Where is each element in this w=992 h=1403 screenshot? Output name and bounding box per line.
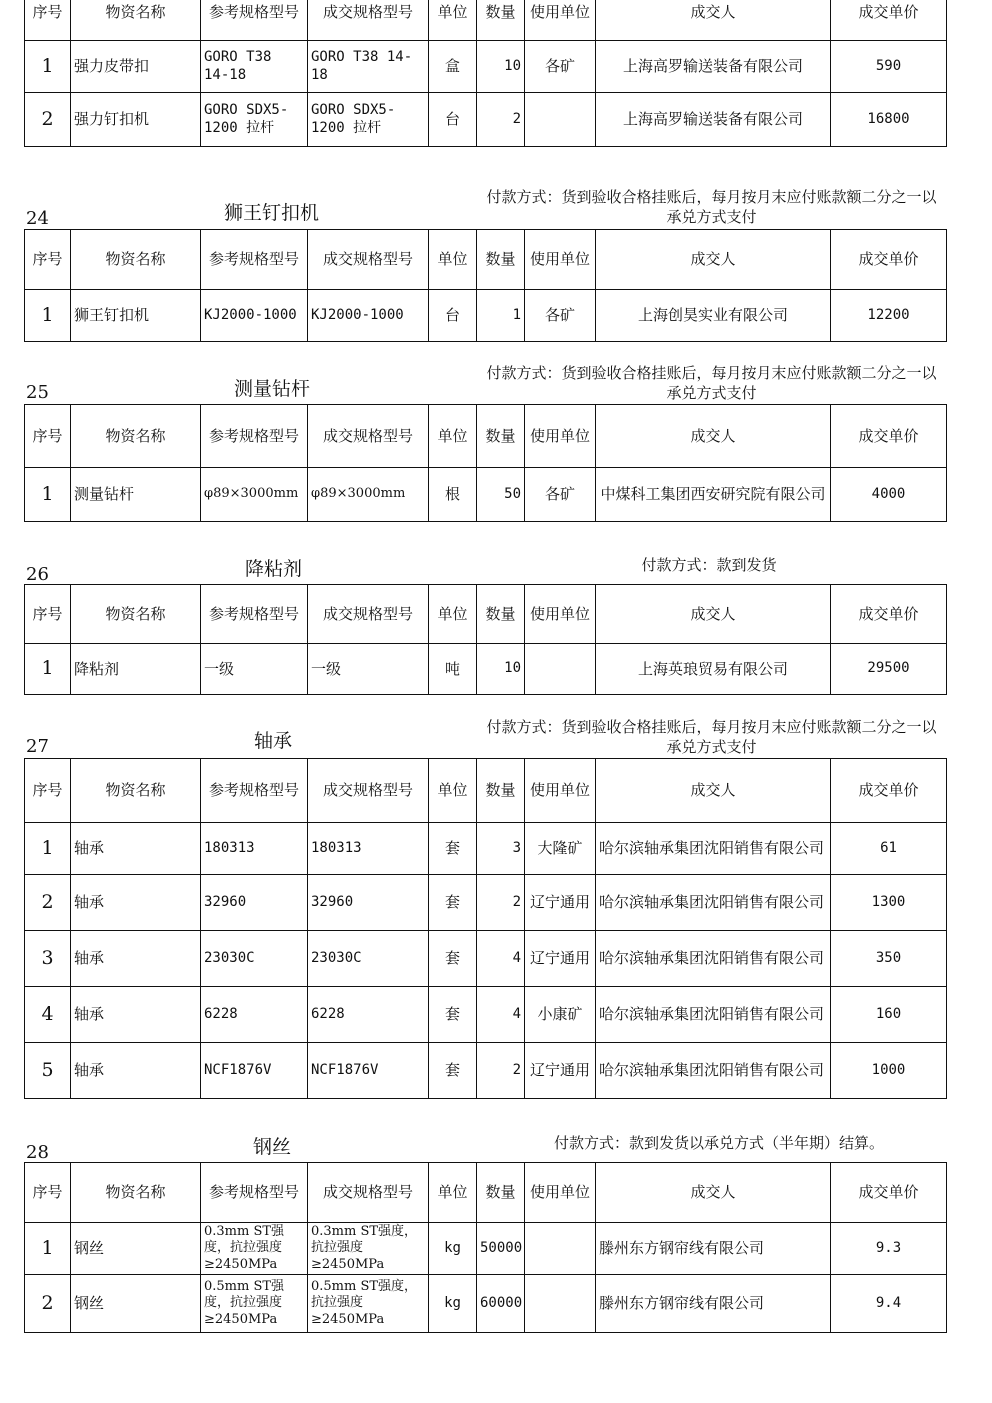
table-row	[25, 875, 947, 931]
payment-terms: 付款方式：款到发货以承兑方式（半年期）结算。	[553, 1134, 884, 1152]
cell-ref-spec: KJ2000-1000	[201, 290, 308, 342]
cell-name: 钢丝	[71, 1275, 201, 1333]
cell-seq: 1	[25, 1223, 71, 1275]
section-title: 降粘剂	[245, 558, 303, 580]
col-name: 物资名称	[71, 230, 201, 290]
cell-ref-spec: GORO SDX5-1200 拉杆	[201, 93, 308, 147]
table-row	[25, 823, 947, 875]
col-seq: 序号	[25, 585, 71, 644]
cell-unit: 套	[429, 1043, 477, 1099]
cell-qty: 4	[477, 987, 525, 1043]
col-qty: 数量	[477, 0, 525, 41]
items-table	[24, 758, 947, 1099]
cell-price: 1000	[831, 1043, 947, 1099]
cell-deal-spec: φ89×3000mm	[308, 468, 429, 522]
items-table	[24, 404, 947, 522]
cell-seq: 1	[25, 644, 71, 695]
cell-seq: 1	[25, 468, 71, 522]
cell-qty: 2	[477, 1043, 525, 1099]
cell-qty: 2	[477, 875, 525, 931]
payment-terms: 付款方式：货到验收合格挂账后，每月按月末应付账款额二分之一以承兑方式支付	[486, 188, 937, 226]
cell-ref-spec: 32960	[201, 875, 308, 931]
cell-user: 各矿	[525, 468, 596, 522]
section-number: 24	[26, 208, 49, 229]
cell-deal-spec: 0.5mm ST强度，抗拉强度≥2450MPa	[308, 1275, 429, 1333]
cell-seq: 2	[25, 93, 71, 147]
section-title: 狮王钉扣机	[224, 202, 320, 224]
cell-user: 小康矿	[525, 987, 596, 1043]
items-table	[24, 229, 947, 342]
cell-seq: 3	[25, 931, 71, 987]
cell-user: 辽宁通用	[525, 875, 596, 931]
partial-table-block	[24, 0, 946, 166]
col-seq: 序号	[25, 405, 71, 468]
section-number: 28	[26, 1142, 49, 1163]
cell-supplier: 哈尔滨轴承集团沈阳销售有限公司	[596, 875, 831, 931]
cell-deal-spec: 32960	[308, 875, 429, 931]
col-supplier: 成交人	[596, 0, 831, 41]
cell-user: 各矿	[525, 290, 596, 342]
cell-deal-spec: GORO SDX5-1200 拉杆	[308, 93, 429, 147]
cell-unit: 套	[429, 875, 477, 931]
col-user: 使用单位	[525, 759, 596, 823]
cell-price: 160	[831, 987, 947, 1043]
cell-price: 9.4	[831, 1275, 947, 1333]
cell-unit: 套	[429, 931, 477, 987]
table-row	[25, 931, 947, 987]
cell-name: 轴承	[71, 823, 201, 875]
cell-qty: 50000	[477, 1223, 525, 1275]
cell-unit: 套	[429, 987, 477, 1043]
cell-price: 1300	[831, 875, 947, 931]
cell-user	[525, 1223, 596, 1275]
col-deal-spec: 成交规格型号	[308, 230, 429, 290]
table-row	[25, 1223, 947, 1275]
cell-seq: 1	[25, 290, 71, 342]
col-user: 使用单位	[525, 230, 596, 290]
cell-supplier: 哈尔滨轴承集团沈阳销售有限公司	[596, 987, 831, 1043]
section-title: 钢丝	[253, 1136, 292, 1158]
cell-unit: kg	[429, 1275, 477, 1333]
cell-seq: 2	[25, 875, 71, 931]
cell-name: 狮王钉扣机	[71, 290, 201, 342]
table-header	[25, 1163, 947, 1223]
table-header	[25, 759, 947, 823]
cell-unit: 套	[429, 823, 477, 875]
cell-user: 大隆矿	[525, 823, 596, 875]
cell-unit: 台	[429, 290, 477, 342]
cell-supplier: 上海高罗输送装备有限公司	[596, 41, 831, 93]
section-27	[24, 716, 946, 1102]
cell-ref-spec: 0.5mm ST强度，抗拉强度≥2450MPa	[201, 1275, 308, 1333]
table-row	[25, 1275, 947, 1333]
cell-qty: 4	[477, 931, 525, 987]
cell-price: 29500	[831, 644, 947, 695]
payment-terms: 付款方式：货到验收合格挂账后，每月按月末应付账款额二分之一以承兑方式支付	[486, 718, 937, 756]
cell-qty: 2	[477, 93, 525, 147]
col-unit: 单位	[429, 0, 477, 41]
cell-unit: 盒	[429, 41, 477, 93]
cell-deal-spec: 一级	[308, 644, 429, 695]
items-table	[24, 584, 947, 695]
table-row	[25, 41, 947, 93]
col-unit: 单位	[429, 405, 477, 468]
cell-price: 16800	[831, 93, 947, 147]
cell-name: 测量钻杆	[71, 468, 201, 522]
col-ref-spec: 参考规格型号	[201, 585, 308, 644]
cell-supplier: 哈尔滨轴承集团沈阳销售有限公司	[596, 823, 831, 875]
cell-unit: 吨	[429, 644, 477, 695]
cell-supplier: 中煤科工集团西安研究院有限公司	[596, 468, 831, 522]
table-header	[25, 585, 947, 644]
section-title: 测量钻杆	[234, 378, 311, 400]
cell-price: 61	[831, 823, 947, 875]
cell-supplier: 哈尔滨轴承集团沈阳销售有限公司	[596, 1043, 831, 1099]
cell-seq: 1	[25, 41, 71, 93]
cell-qty: 3	[477, 823, 525, 875]
section-25	[24, 362, 946, 524]
cell-ref-spec: NCF1876V	[201, 1043, 308, 1099]
cell-seq: 4	[25, 987, 71, 1043]
col-seq: 序号	[25, 759, 71, 823]
cell-name: 轴承	[71, 931, 201, 987]
table-row	[25, 93, 947, 147]
col-name: 物资名称	[71, 585, 201, 644]
col-ref-spec: 参考规格型号	[201, 405, 308, 468]
section-28	[24, 1124, 946, 1338]
col-ref-spec: 参考规格型号	[201, 759, 308, 823]
table-row	[25, 644, 947, 695]
section-number: 26	[26, 564, 49, 585]
col-price: 成交单价	[831, 405, 947, 468]
cell-ref-spec: 6228	[201, 987, 308, 1043]
section-number: 27	[26, 736, 49, 757]
col-price: 成交单价	[831, 230, 947, 290]
cell-ref-spec: φ89×3000mm	[201, 468, 308, 522]
cell-unit: 根	[429, 468, 477, 522]
col-price: 成交单价	[831, 0, 947, 41]
cell-deal-spec: NCF1876V	[308, 1043, 429, 1099]
table-row	[25, 1043, 947, 1099]
cell-name: 强力钉扣机	[71, 93, 201, 147]
cell-name: 轴承	[71, 987, 201, 1043]
col-ref-spec: 参考规格型号	[201, 230, 308, 290]
cell-qty: 50	[477, 468, 525, 522]
cell-qty: 10	[477, 41, 525, 93]
col-unit: 单位	[429, 230, 477, 290]
table-header	[25, 230, 947, 290]
cell-price: 12200	[831, 290, 947, 342]
section-title: 轴承	[254, 730, 293, 752]
col-qty: 数量	[477, 1163, 525, 1223]
payment-terms: 付款方式：款到发货	[641, 556, 777, 574]
table-row	[25, 987, 947, 1043]
table-header	[25, 405, 947, 468]
col-user: 使用单位	[525, 0, 596, 41]
cell-seq: 1	[25, 823, 71, 875]
col-deal-spec: 成交规格型号	[308, 585, 429, 644]
cell-qty: 1	[477, 290, 525, 342]
cell-deal-spec: 0.3mm ST强度，抗拉强度≥2450MPa	[308, 1223, 429, 1275]
cell-name: 轴承	[71, 1043, 201, 1099]
col-name: 物资名称	[71, 0, 201, 41]
col-name: 物资名称	[71, 405, 201, 468]
col-unit: 单位	[429, 585, 477, 644]
col-supplier: 成交人	[596, 585, 831, 644]
col-price: 成交单价	[831, 759, 947, 823]
col-qty: 数量	[477, 585, 525, 644]
cell-deal-spec: KJ2000-1000	[308, 290, 429, 342]
col-user: 使用单位	[525, 405, 596, 468]
cell-user	[525, 644, 596, 695]
col-ref-spec: 参考规格型号	[201, 0, 308, 41]
col-supplier: 成交人	[596, 759, 831, 823]
col-supplier: 成交人	[596, 405, 831, 468]
cell-deal-spec: 180313	[308, 823, 429, 875]
cell-deal-spec: GORO T38 14-18	[308, 41, 429, 93]
col-supplier: 成交人	[596, 230, 831, 290]
cell-ref-spec: 180313	[201, 823, 308, 875]
cell-user	[525, 1275, 596, 1333]
table-row	[25, 468, 947, 522]
table-row	[25, 290, 947, 342]
col-price: 成交单价	[831, 1163, 947, 1223]
section-26	[24, 550, 946, 696]
col-seq: 序号	[25, 230, 71, 290]
col-user: 使用单位	[525, 1163, 596, 1223]
cell-unit: 台	[429, 93, 477, 147]
cell-user: 各矿	[525, 41, 596, 93]
cell-user	[525, 93, 596, 147]
items-table	[24, 1162, 947, 1333]
col-name: 物资名称	[71, 759, 201, 823]
cell-price: 4000	[831, 468, 947, 522]
col-unit: 单位	[429, 1163, 477, 1223]
cell-supplier: 滕州东方钢帘线有限公司	[596, 1223, 831, 1275]
table-header	[25, 0, 947, 41]
col-unit: 单位	[429, 759, 477, 823]
cell-user: 辽宁通用	[525, 931, 596, 987]
cell-supplier: 滕州东方钢帘线有限公司	[596, 1275, 831, 1333]
section-24	[24, 186, 946, 346]
cell-name: 钢丝	[71, 1223, 201, 1275]
cell-supplier: 上海高罗输送装备有限公司	[596, 93, 831, 147]
cell-price: 350	[831, 931, 947, 987]
col-deal-spec: 成交规格型号	[308, 405, 429, 468]
col-ref-spec: 参考规格型号	[201, 1163, 308, 1223]
cell-supplier: 哈尔滨轴承集团沈阳销售有限公司	[596, 931, 831, 987]
cell-unit: kg	[429, 1223, 477, 1275]
col-deal-spec: 成交规格型号	[308, 1163, 429, 1223]
col-deal-spec: 成交规格型号	[308, 0, 429, 41]
col-user: 使用单位	[525, 585, 596, 644]
cell-name: 降粘剂	[71, 644, 201, 695]
col-qty: 数量	[477, 759, 525, 823]
cell-qty: 10	[477, 644, 525, 695]
cell-price: 9.3	[831, 1223, 947, 1275]
cell-supplier: 上海创昊实业有限公司	[596, 290, 831, 342]
cell-price: 590	[831, 41, 947, 93]
cell-deal-spec: 23030C	[308, 931, 429, 987]
col-deal-spec: 成交规格型号	[308, 759, 429, 823]
cell-ref-spec: 0.3mm ST强度，抗拉强度≥2450MPa	[201, 1223, 308, 1275]
cell-seq: 2	[25, 1275, 71, 1333]
cell-qty: 60000	[477, 1275, 525, 1333]
col-qty: 数量	[477, 230, 525, 290]
cell-deal-spec: 6228	[308, 987, 429, 1043]
section-number: 25	[26, 382, 49, 403]
cell-supplier: 上海英琅贸易有限公司	[596, 644, 831, 695]
cell-ref-spec: 一级	[201, 644, 308, 695]
col-seq: 序号	[25, 1163, 71, 1223]
cell-ref-spec: 23030C	[201, 931, 308, 987]
cell-name: 轴承	[71, 875, 201, 931]
cell-seq: 5	[25, 1043, 71, 1099]
payment-terms: 付款方式：货到验收合格挂账后，每月按月末应付账款额二分之一以承兑方式支付	[486, 364, 937, 402]
col-name: 物资名称	[71, 1163, 201, 1223]
cell-user: 辽宁通用	[525, 1043, 596, 1099]
col-qty: 数量	[477, 405, 525, 468]
partial-table	[24, 0, 947, 147]
cell-ref-spec: GORO T38 14-18	[201, 41, 308, 93]
col-supplier: 成交人	[596, 1163, 831, 1223]
col-price: 成交单价	[831, 585, 947, 644]
cell-name: 强力皮带扣	[71, 41, 201, 93]
col-seq: 序号	[25, 0, 71, 41]
